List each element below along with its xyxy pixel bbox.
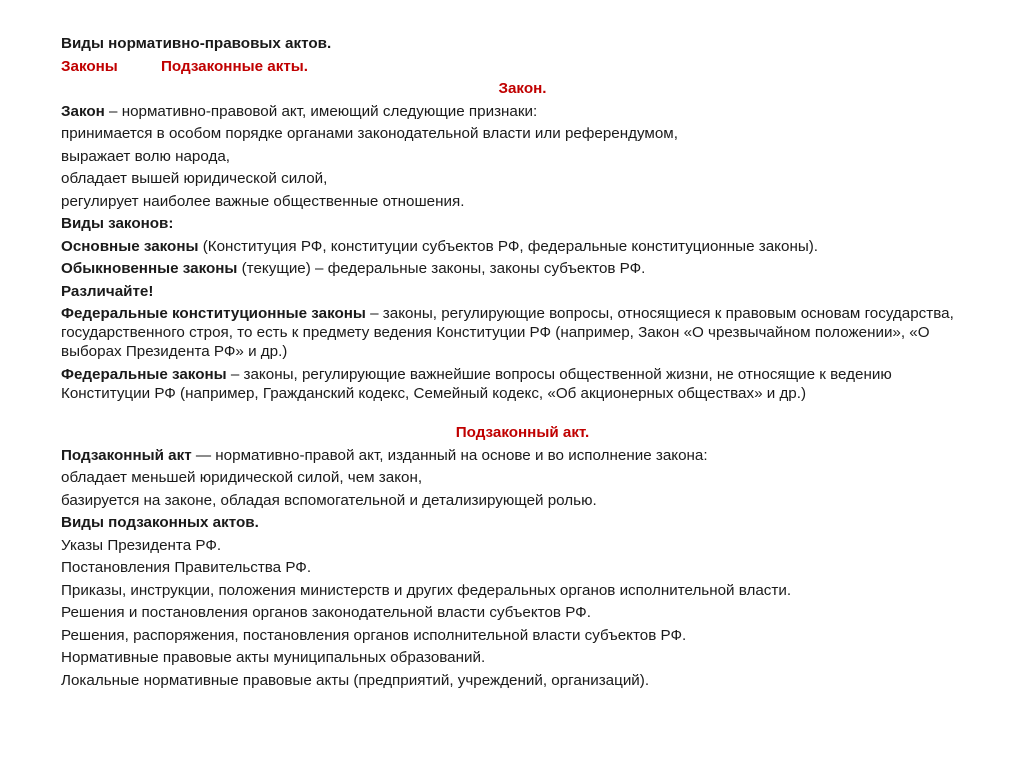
fkz-text: – законы, регулирующие вопросы, относящиеся к правовым основам государства, государственного строя, то есть к предмету ведения Конституции РФ (например, Закон «О чрезвычайном положении», «О выборах Президента РФ» и др.): [61, 305, 954, 360]
category-bylaws: Подзаконные акты.: [161, 57, 308, 75]
law-feature: принимается в особом порядке органами законодательной власти или референдумом,: [61, 125, 678, 142]
law-type-basic: [61, 237, 984, 256]
section-spacer: [61, 406, 984, 423]
bylaw-type-item: Решения, распоряжения, постановления органов исполнительной власти субъектов РФ.: [61, 626, 687, 644]
law-type-term: Основные законы: [61, 237, 199, 255]
bylaw-type-item: Решения и постановления органов законодательной власти субъектов РФ.: [61, 604, 591, 621]
document-title: Виды нормативно-правовых актов.: [61, 35, 332, 52]
bylaw-definition-text: — нормативно-правой акт, изданный на основе и во исполнение закона:: [191, 446, 708, 464]
bylaw-type-item: Приказы, инструкции, положения министерств и других федеральных органов исполнительной власти.: [61, 581, 792, 599]
bylaw-type-item: Нормативные правовые акты муниципальных образований.: [61, 649, 486, 666]
fkz-term: Федеральные конституционные законы: [61, 305, 366, 322]
distinguish-note: Различайте!: [61, 282, 154, 300]
bylaw-type-item: Указы Президента РФ.: [61, 536, 222, 554]
law-type-ordinary: [61, 259, 984, 278]
law-definition: [61, 102, 984, 121]
category-laws: Законы: [61, 57, 118, 75]
bylaw-type-item: Постановления Правительства РФ.: [61, 559, 312, 576]
fz-term: Федеральные законы: [61, 365, 227, 383]
bylaw-feature: обладает меньшей юридической силой, чем закон,: [61, 469, 423, 486]
law-feature: выражает волю народа,: [61, 147, 231, 165]
law-type-text: (Конституция РФ, конституции субъектов РФ, федеральные конституционные законы).: [198, 237, 819, 255]
fz-text: – законы, регулирующие важнейшие вопросы общественной жизни, не относящие к ведению Конституции РФ (например, Гражданский кодекс, Семейный кодекс, «Об акционерных обществах» и др.): [61, 365, 892, 402]
bylaw-type-item: Локальные нормативные правовые акты (предприятий, учреждений, организаций).: [61, 671, 650, 689]
fz-paragraph: [61, 365, 984, 403]
law-section-heading: Закон.: [498, 80, 547, 97]
bylaw-definition-term: Подзаконный акт: [61, 446, 192, 464]
act-categories: [61, 57, 984, 76]
bylaw-feature: базируется на законе, обладая вспомогательной и детализирующей ролью.: [61, 491, 597, 509]
bylaw-section-heading: Подзаконный акт.: [455, 424, 590, 441]
law-type-text: (текущие) – федеральные законы, законы субъектов РФ.: [237, 260, 646, 277]
law-feature: регулирует наиболее важные общественные отношения.: [61, 192, 465, 210]
law-type-term: Обыкновенные законы: [61, 260, 238, 277]
law-types-heading: Виды законов:: [61, 215, 174, 232]
law-feature: обладает вышей юридической силой,: [61, 170, 328, 187]
fkz-paragraph: [61, 304, 984, 361]
bylaw-types-heading: Виды подзаконных актов.: [61, 514, 259, 531]
law-definition-text: – нормативно-правовой акт, имеющий следующие признаки:: [104, 102, 538, 120]
bylaw-definition: [61, 446, 984, 465]
law-definition-term: Закон: [61, 102, 105, 120]
